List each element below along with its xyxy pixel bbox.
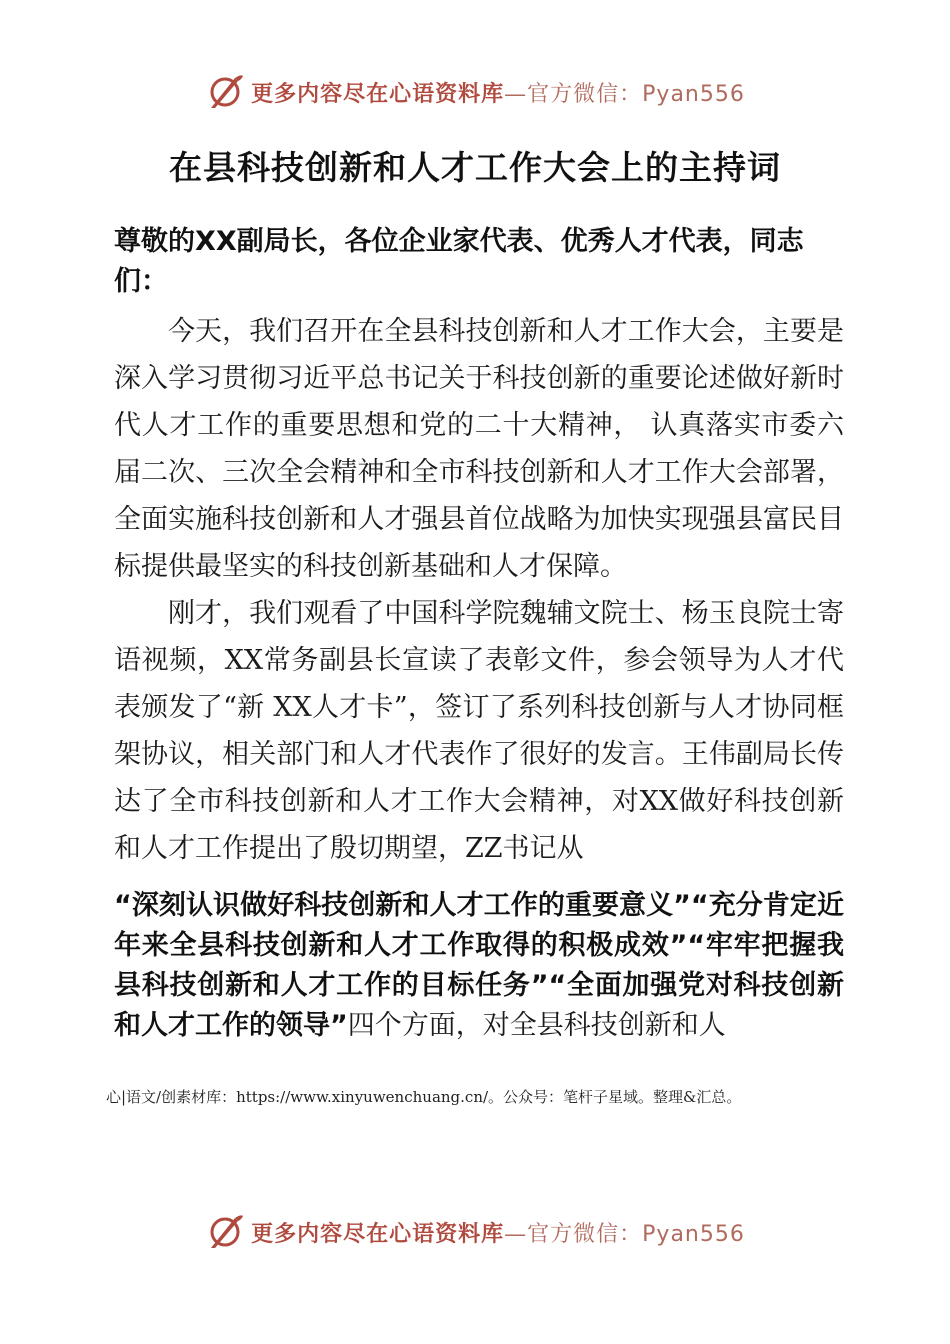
watermark-text — [251, 1217, 745, 1248]
watermark-wechat-label: 官方微信： — [527, 81, 643, 107]
watermark-wechat-label: 官方微信： — [527, 1221, 643, 1247]
watermark-wechat-id: Pyan556 — [642, 1221, 745, 1247]
watermark-brand: 更多内容尽在心语资料库 — [251, 80, 505, 107]
paragraph-2: 刚才，我们观看了中国科学院魏辅文院士、杨玉良院士寄语视频，XX常务副县长宣读了表彰文件，参会领导为人才代表颁发了“新 XX人才卡”，签订了系列科技创新与人才协同框架协议，相关部门和人才代表作了很好的发言。王伟副局长传达了全市科技创新和人才工作大会精神，对XX做好科技创新和人才工作提出了殷切期望，ZZ书记从 — [114, 598, 844, 864]
source-note: 心|语文/创素材库：https://www.xinyuwenchuang.cn/。公众号：笔杆子星域。整理&汇总。 — [106, 1088, 742, 1106]
footer-watermark — [0, 1212, 950, 1252]
quill-pen-circle-icon — [205, 72, 245, 112]
salutation: 尊敬的XX副局长，各位企业家代表、优秀人才代表，同志们： — [114, 226, 804, 297]
watermark-brand: 更多内容尽在心语资料库 — [251, 1220, 505, 1247]
header-watermark — [0, 72, 950, 112]
paragraph-3 — [114, 886, 844, 1046]
emphasis-text: “深刻认识做好科技创新和人才工作的重要意义”“充分肯定近年来全县科技创新和人才工作取得的积极成效”“牢牢把握我县科技创新和人才工作的目标任务”“全面加强党对科技创新和人才工作的领导” — [114, 890, 844, 1041]
document-body — [114, 222, 844, 1046]
watermark-text — [251, 77, 745, 108]
quill-pen-circle-icon — [205, 1212, 245, 1252]
watermark-separator: — — [504, 1221, 528, 1247]
watermark-wechat-id: Pyan556 — [642, 81, 745, 107]
emphasis-tail: 四个方面，对全县科技创新和人 — [347, 1010, 726, 1041]
watermark-separator: — — [504, 81, 528, 107]
document-title: 在县科技创新和人才工作大会上的主持词 — [169, 148, 781, 187]
paragraph-1: 今天，我们召开在全县科技创新和人才工作大会，主要是深入学习贯彻习近平总书记关于科技创新的重要论述做好新时代人才工作的重要思想和党的二十大精神， 认真落实市委六届二次、三次全会精神和全市科技创新和人才工作大会部署，全面实施科技创新和人才强县首位战略为加快实现强县富民目标提供最坚实的科技创新基础和人才保障。 — [114, 316, 844, 582]
